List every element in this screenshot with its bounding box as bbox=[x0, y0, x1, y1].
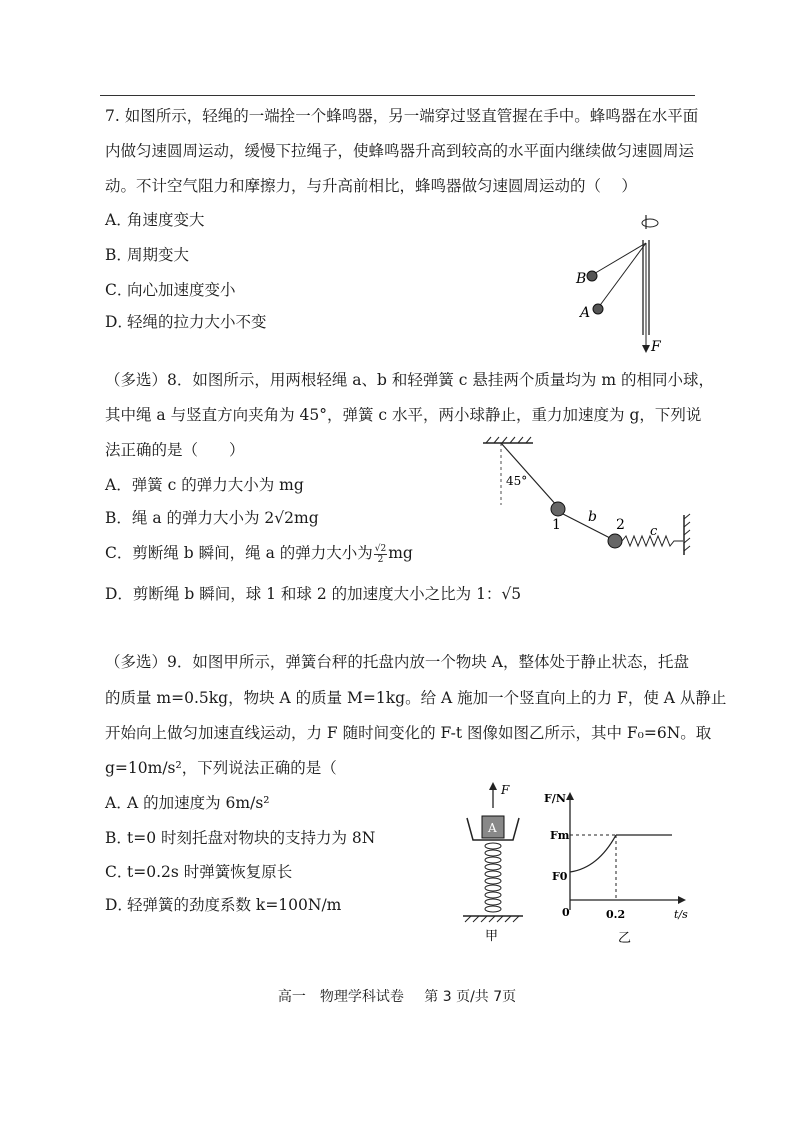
y-axis-arrow-icon bbox=[566, 792, 574, 800]
q7-line2: 内做匀速圆周运动，缓慢下拉绳子，使蜂鸣器升高到较高的水平面内继续做匀速圆周运 bbox=[105, 142, 695, 160]
f0-label: F0 bbox=[552, 870, 568, 883]
q7-option-a[interactable]: A．角速度变大 bbox=[105, 211, 205, 229]
q7-figure bbox=[570, 205, 670, 360]
force-curve bbox=[570, 835, 616, 872]
x-tick-label: 0.2 bbox=[606, 908, 626, 921]
page-footer bbox=[0, 986, 794, 1006]
q8-option-d[interactable]: D．剪断绳 b 瞬间，球 1 和球 2 的加速度大小之比为 1：√5 bbox=[105, 585, 522, 603]
top-rule bbox=[100, 95, 695, 96]
ball-2-label: 2 bbox=[616, 517, 625, 533]
q8-figure bbox=[478, 435, 698, 560]
q8-line2: 其中绳 a 与竖直方向夹角为 45°，弹簧 c 水平，两小球静止，重力加速度为 g，下列说 bbox=[105, 406, 702, 424]
q7-line3: 动。不计空气阻力和摩擦力，与升高前相比，蜂鸣器做匀速圆周运动的（ ） bbox=[105, 177, 637, 195]
spring-c-label: c bbox=[650, 524, 658, 539]
label-b: B bbox=[576, 271, 587, 287]
q9-line2: 的质量 m=0.5kg，物块 A 的质量 M=1kg。给 A 施加一个竖直向上的力 F，使 A 从静止 bbox=[105, 689, 727, 707]
block-label: A bbox=[488, 821, 497, 835]
label-a: A bbox=[580, 305, 591, 321]
ball-2 bbox=[608, 534, 622, 548]
q7-option-d[interactable]: D．轻绳的拉力大小不变 bbox=[105, 313, 267, 331]
buzzer-a bbox=[593, 304, 603, 314]
rope-to-b bbox=[592, 243, 646, 275]
ball-1 bbox=[551, 502, 565, 516]
q7-option-b[interactable]: B．周期变大 bbox=[105, 246, 190, 264]
footer-subject: 高一 物理学科试卷 bbox=[277, 989, 404, 1005]
footer-page: 第 3 页/共 7页 bbox=[424, 989, 517, 1005]
force-arrow-icon bbox=[489, 782, 497, 790]
label-f: F bbox=[651, 339, 661, 355]
caption-yi: 乙 bbox=[618, 931, 632, 946]
q9-figure-yi bbox=[540, 780, 700, 950]
force-arrow-icon bbox=[642, 345, 650, 353]
q7-option-c[interactable]: C．向心加速度变小 bbox=[105, 281, 236, 299]
q9-option-a[interactable]: A．A 的加速度为 6m/s² bbox=[105, 794, 270, 812]
q8-line3: 法正确的是（ ） bbox=[105, 441, 245, 459]
q7-line1: 7. 如图所示，轻绳的一端拴一个蜂鸣器，另一端穿过竖直管握在手中。蜂鸣器在水平面 bbox=[105, 107, 699, 125]
spring bbox=[485, 843, 501, 912]
q9-option-b[interactable]: B．t=0 时刻托盘对物块的支持力为 8N bbox=[105, 829, 376, 847]
rope-b-label: b bbox=[588, 509, 597, 525]
buzzer-b bbox=[587, 271, 597, 281]
q8-option-a[interactable]: A．弹簧 c 的弹力大小为 mg bbox=[105, 476, 304, 494]
x-axis-label: t/s bbox=[674, 908, 688, 921]
caption-jia: 甲 bbox=[485, 929, 499, 944]
force-label: F bbox=[501, 783, 510, 797]
ball-1-label: 1 bbox=[552, 517, 561, 533]
fraction: $\frac{√2}{2}$ bbox=[374, 543, 387, 565]
wall-hatch bbox=[684, 514, 690, 551]
q9-option-d[interactable]: D．轻弹簧的劲度系数 k=100N/m bbox=[105, 896, 342, 914]
ceiling-hatch bbox=[486, 437, 531, 443]
rope-to-a bbox=[598, 243, 646, 308]
q9-option-c[interactable]: C．t=0.2s 时弹簧恢复原长 bbox=[105, 863, 293, 881]
q9-figure-jia bbox=[455, 780, 535, 950]
q9-line3: 开始向上做匀加速直线运动，力 F 随时间变化的 F-t 图像如图乙所示，其中 F₀=6N。取 bbox=[105, 724, 712, 742]
y-axis-label: F/N bbox=[544, 792, 566, 805]
ground-hatch bbox=[465, 916, 519, 922]
rope-b bbox=[563, 514, 610, 538]
q8-option-b[interactable]: B．绳 a 的弹力大小为 2√2mg bbox=[105, 509, 319, 527]
angle-label: 45° bbox=[506, 474, 528, 488]
x-axis-arrow-icon bbox=[678, 896, 686, 904]
q8-line1: （多选）8．如图所示，用两根轻绳 a、b 和轻弹簧 c 悬挂两个质量均为 m 的相同小球， bbox=[105, 371, 714, 389]
fm-label: Fm bbox=[550, 829, 570, 842]
q9-line1: （多选）9．如图甲所示，弹簧台秤的托盘内放一个物块 A，整体处于静止状态，托盘 bbox=[105, 653, 689, 671]
q9-line4: g=10m/s²，下列说法正确的是（ bbox=[105, 759, 337, 777]
origin-label: 0 bbox=[562, 906, 570, 919]
rotation-arrow-icon bbox=[642, 219, 658, 227]
q8-option-c[interactable]: C．剪断绳 b 瞬间，绳 a 的弹力大小为 $\frac{√2}{2}$ mg bbox=[105, 543, 413, 565]
